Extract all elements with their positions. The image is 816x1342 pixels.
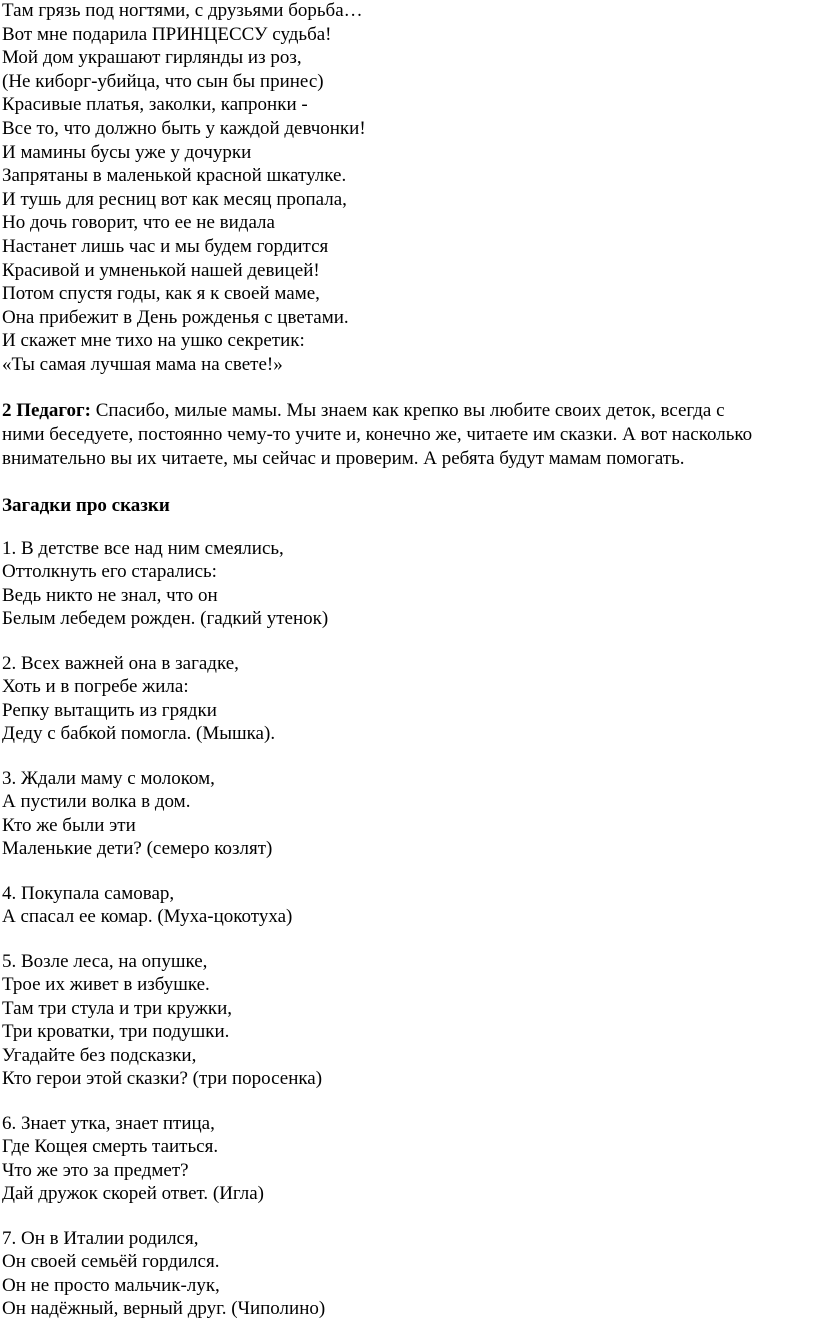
riddle-line: Трое их живет в избушке. (2, 974, 210, 995)
riddles-list (2, 537, 816, 1321)
riddle-line: Белым лебедем рожден. (гадкий утенок) (2, 608, 329, 629)
riddle-line: Маленькие дети? (семеро козлят) (2, 838, 273, 859)
riddle-line: Кто же были эти (2, 814, 136, 836)
riddle-line: 7. Он в Италии родился, (2, 1227, 199, 1249)
poem-line: Потом спустя годы, как я к своей маме, (2, 283, 320, 305)
riddle-item (2, 652, 816, 746)
riddle-line: 2. Всех важней она в загадке, (2, 652, 239, 674)
riddle-line: 1. В детстве все над ним смеялись, (2, 537, 284, 559)
poem-line: Там грязь под ногтями, с друзьями борьба… (2, 0, 363, 21)
riddle-item (2, 1112, 816, 1206)
riddle-item (2, 1227, 816, 1321)
poem-line: «Ты самая лучшая мама на свете!» (2, 353, 283, 375)
teacher-line: внимательно вы их читаете, мы сейчас и проверим. А ребята будут мамам помогать. (2, 447, 685, 469)
riddle-line: 5. Возле леса, на опушке, (2, 950, 208, 972)
riddle-line: Дай дружок скорей ответ. (Игла) (2, 1183, 265, 1204)
riddle-line: Угадайте без подсказки, (2, 1044, 197, 1066)
poem-line: И мамины бусы уже у дочурки (2, 141, 252, 163)
riddle-item (2, 950, 816, 1091)
riddle-line: Он надёжный, верный друг. (Чиполино) (2, 1298, 326, 1319)
poem-line: Красивые платья, заколки, капронки - (2, 94, 308, 116)
riddle-line: А спасал ее комар. (Муха-цокотуха) (2, 906, 293, 927)
poem-line: И скажет мне тихо на ушко секретик: (2, 330, 305, 352)
riddle-line: Три кроватки, три подушки. (2, 1021, 230, 1042)
speaker-label: 2 Педагог: (2, 399, 91, 421)
riddle-item (2, 882, 816, 929)
poem-line: Настанет лишь час и мы будем гордится (2, 235, 329, 257)
riddle-line: Репку вытащить из грядки (2, 699, 217, 721)
riddle-line: Он своей семьёй гордился. (2, 1251, 220, 1272)
riddle-line: Где Кощея смерть таиться. (2, 1136, 219, 1157)
poem-line: Вот мне подарила ПРИНЦЕССУ судьба! (2, 23, 332, 45)
poem-line: Но дочь говорит, что ее не видала (2, 212, 275, 234)
riddle-line: Оттолкнуть его старались: (2, 561, 217, 582)
poem-line: Она прибежит в День рожденья с цветами. (2, 306, 349, 328)
riddle-item (2, 767, 816, 861)
riddle-line: Там три стула и три кружки, (2, 997, 232, 1019)
riddle-line: 3. Ждали маму с молоком, (2, 767, 215, 789)
teacher-paragraph (2, 399, 816, 471)
riddle-line: 4. Покупала самовар, (2, 882, 175, 904)
riddle-line: Ведь никто не знал, что он (2, 584, 218, 606)
poem-line: Красивой и умненькой нашей девицей! (2, 259, 320, 281)
poem (2, 0, 816, 377)
poem-line: Все то, что должно быть у каждой девчонки! (2, 117, 366, 139)
riddle-line: Кто герои этой сказки? (три поросенка) (2, 1068, 323, 1089)
riddle-line: 6. Знает утка, знает птица, (2, 1112, 215, 1134)
teacher-text: Спасибо, милые мамы. Мы знаем как крепко вы любите своих деток, всегда с (90, 399, 725, 421)
poem-line: Мой дом украшают гирлянды из роз, (2, 47, 302, 69)
poem-line: Запрятаны в маленькой красной шкатулке. (2, 165, 347, 187)
riddle-line: Что же это за предмет? (2, 1159, 189, 1181)
teacher-line (2, 399, 816, 423)
riddle-item (2, 537, 816, 631)
poem-line: (Не киборг-убийца, что сын бы принес) (2, 70, 324, 92)
poem-line: И тушь для ресниц вот как месяц пропала, (2, 188, 347, 210)
section-title: Загадки про сказки (2, 494, 170, 516)
teacher-line: ними беседуете, постоянно чему-то учите и, конечно же, читаете им сказки. А вот насколько (2, 423, 753, 445)
riddle-line: Он не просто мальчик-лук, (2, 1274, 220, 1296)
riddle-line: А пустили волка в дом. (2, 791, 191, 812)
riddle-line: Деду с бабкой помогла. (Мышка). (2, 723, 276, 744)
riddle-line: Хоть и в погребе жила: (2, 676, 189, 697)
